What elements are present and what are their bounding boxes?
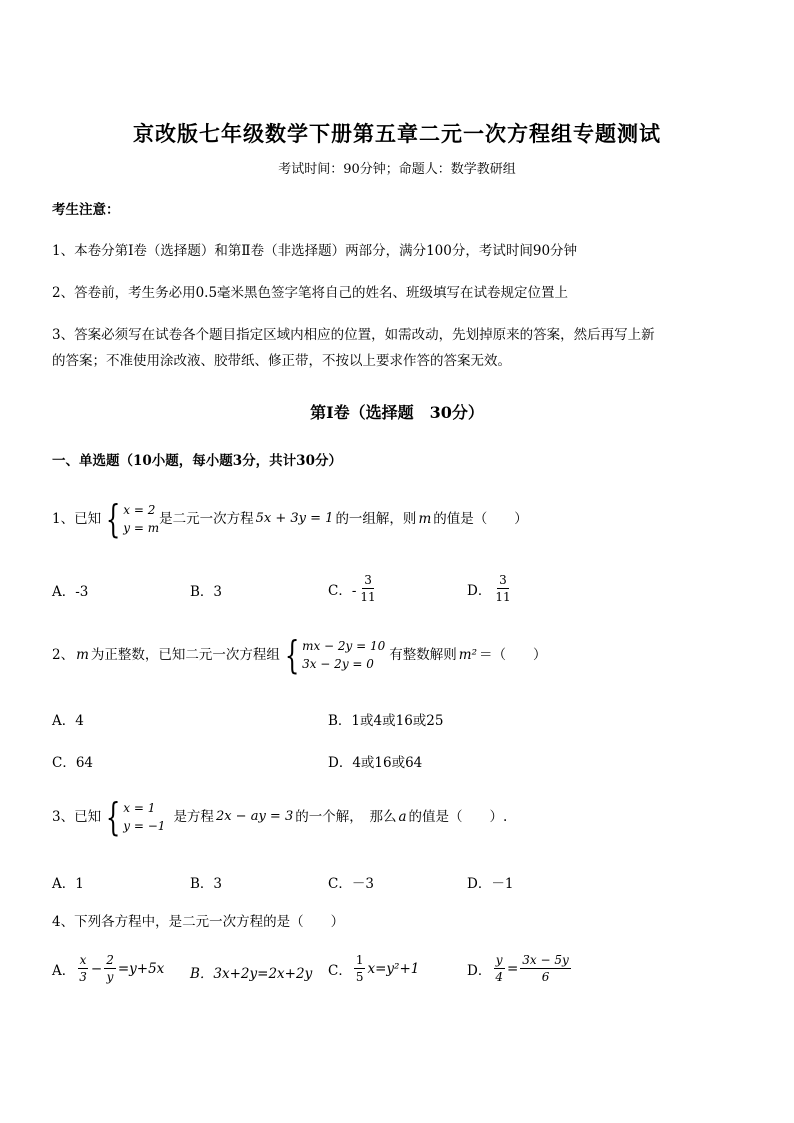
q1-option-d-num: 3: [499, 573, 507, 587]
q4-option-d: [467, 952, 573, 985]
q1-prefix: 1、已知: [52, 511, 102, 527]
q4-option-c-label: C．: [328, 962, 352, 979]
q3-option-b: B．3: [190, 876, 223, 892]
q4-option-b: B．3x+2y=2x+2y: [190, 966, 313, 982]
q3-middle: 是方程: [173, 809, 214, 825]
q2-middle: 为正整数，已知二元一次方程组: [90, 647, 280, 663]
question-2: [52, 633, 547, 677]
q3-option-d: D．－1: [467, 876, 514, 892]
q3-suffix: 的一个解， 那么: [295, 809, 397, 825]
page-title: 京改版七年级数学下册第五章二元一次方程组专题测试: [133, 121, 661, 146]
q4-d-frac2-num: 3x − 5y: [522, 953, 569, 967]
q2-option-b: B．1或4或16或25: [328, 713, 444, 729]
q4-a-frac2-den: y: [106, 970, 114, 984]
notice-item-3: 3、答案必须写在试卷各个题目指定区域内相应的位置，如需改动，先划掉原来的答案，然后再写上新: [52, 327, 655, 343]
q1-option-c-den: 11: [360, 590, 376, 604]
q4-c-frac-num: 1: [355, 953, 364, 967]
q2-suffix: 有整数解则: [389, 647, 457, 663]
q2-sys-line-2: 3x − 2y = 0: [302, 657, 374, 671]
notice-item-2: 2、答卷前，考生务必用0.5毫米黑色签字笔将自己的姓名、班级填写在试卷规定位置上: [52, 285, 569, 301]
q2-option-d: D．4或16或64: [328, 755, 423, 771]
q4-a-frac1-den: 3: [79, 970, 87, 984]
section1-title: 一、单选题（10小题，每小题3分，共计30分）: [52, 453, 342, 469]
q1-option-d-label: D．: [467, 582, 492, 599]
q4-a-minus: −: [90, 960, 103, 977]
q4-c-frac-den: 5: [355, 970, 364, 984]
q3-system: { x = 1 y = −1: [105, 795, 166, 839]
q1-var: m: [418, 511, 432, 527]
q4-d-frac2-den: 6: [541, 970, 550, 984]
q4-option-c: [328, 952, 419, 985]
q3-end: 的值是（ ）.: [408, 809, 508, 825]
q1-option-c: [328, 572, 380, 605]
q2-end: ＝（ ）: [479, 647, 547, 663]
q3-var: a: [398, 809, 407, 825]
q3-option-c: C．－3: [328, 876, 374, 892]
q3-sys-line-2: y = −1: [123, 819, 166, 833]
q3-equation: 2x − ay = 3: [215, 809, 294, 824]
exam-info: 考试时间：90分钟；命题人：数学教研组: [278, 162, 516, 177]
q1-option-c-label: C．-: [328, 582, 357, 599]
q2-sys-line-1: mx − 2y = 10: [302, 639, 386, 653]
q1-system: { x = 2 y = m: [105, 497, 160, 541]
part1-title: 第Ⅰ卷（选择题 30分）: [310, 403, 484, 422]
notice-item-1: 1、本卷分第Ⅰ卷（选择题）和第Ⅱ卷（非选择题）两部分，满分100分，考试时间90分钟: [52, 243, 578, 259]
q1-option-d: [467, 572, 515, 605]
q2-var: m: [76, 647, 89, 663]
q2-option-a: A．4: [52, 713, 84, 729]
q1-sys-line-2: y = m: [123, 521, 160, 535]
q4-a-frac1-num: x: [79, 953, 87, 967]
q1-suffix2: 的值是（ ）: [433, 511, 528, 527]
q4-d-eq: =: [506, 960, 519, 977]
q4-d-frac1-den: 4: [495, 970, 503, 984]
q2-var2: m²: [458, 647, 478, 663]
q4-option-a: [52, 952, 164, 985]
q1-equation: 5x + 3y = 1: [255, 511, 334, 526]
question-1: [52, 497, 528, 541]
q4-c-rest: x=y²+1: [367, 960, 420, 977]
q2-option-c: C．64: [52, 755, 94, 771]
q4-a-frac2-num: 2: [106, 953, 114, 967]
q3-option-a: A．1: [52, 876, 84, 892]
q3-sys-line-1: x = 1: [123, 801, 156, 815]
q4-d-frac1-num: y: [495, 953, 503, 967]
notice-item-3-cont: 的答案；不准使用涂改液、胶带纸、修正带，不按以上要求作答的答案无效。: [52, 353, 511, 369]
q1-option-c-num: 3: [364, 573, 372, 587]
q2-prefix: 2、: [52, 647, 75, 663]
q1-sys-line-1: x = 2: [123, 503, 156, 517]
question-3: [52, 795, 508, 839]
q1-option-a: A．-3: [52, 584, 89, 600]
q4-option-d-label: D．: [467, 962, 492, 979]
notice-heading: 考生注意：: [52, 202, 120, 218]
q4-option-a-label: A．: [52, 962, 76, 979]
q1-middle: 是二元一次方程: [159, 511, 254, 527]
q3-prefix: 3、已知: [52, 809, 102, 825]
q4-a-rest: =y+5x: [117, 960, 165, 977]
q1-option-b: B．3: [190, 584, 223, 600]
q1-option-d-den: 11: [495, 590, 511, 604]
q1-suffix1: 的一组解，则: [335, 511, 417, 527]
question-4: 4、下列各方程中，是二元一次方程的是（ ）: [52, 914, 345, 930]
q2-system: { mx − 2y = 10 3x − 2y = 0: [284, 633, 386, 677]
